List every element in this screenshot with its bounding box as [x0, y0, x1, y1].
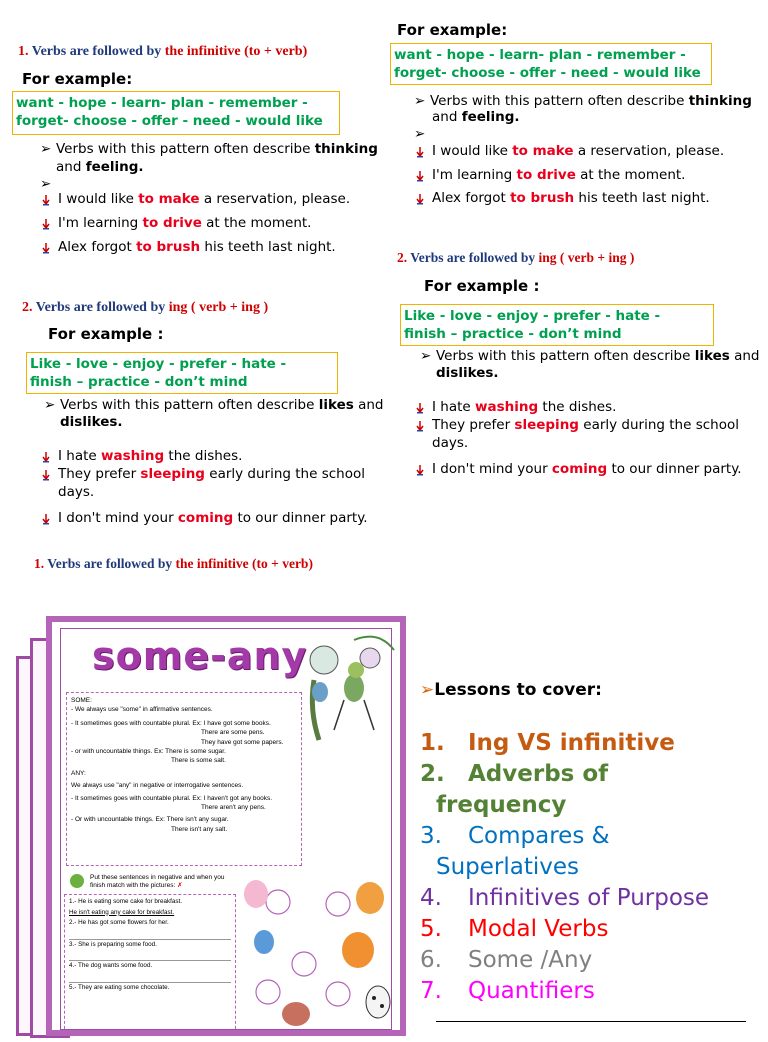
- section-heading-ing: 2. Verbs are followed by ing ( verb + ing ): [22, 300, 269, 315]
- smiley-icon: [70, 874, 84, 888]
- infinitive-verbs-box: [12, 91, 340, 135]
- arrow-bullet-icon: ➢: [420, 680, 435, 700]
- flag-bullet-icon: [414, 146, 426, 158]
- lesson-item: 5. Modal Verbs: [420, 916, 609, 942]
- example-sentence-cont: days.: [58, 484, 95, 500]
- divider: [436, 1021, 746, 1022]
- lesson-item: 6. Some /Any: [420, 947, 593, 973]
- verb-list-line: finish – practice - don’t mind: [404, 326, 622, 342]
- answer-line: [69, 929, 231, 940]
- lessons-heading: ➢Lessons to cover:: [420, 680, 602, 700]
- for-example-label: For example:: [22, 70, 133, 88]
- pattern-note: ➢ Verbs with this pattern often describe thinking: [414, 93, 752, 109]
- flag-bullet-icon: [40, 513, 52, 525]
- example-sentence-cont: days.: [432, 435, 469, 451]
- ant-cartoon-icon: [284, 630, 404, 750]
- for-example-label: For example :: [424, 277, 540, 295]
- pattern-note: ➢ Verbs with this pattern often describe thinking: [40, 141, 378, 157]
- worksheet-page-front: [46, 616, 406, 1036]
- infinitive-verbs-box: [390, 43, 712, 85]
- section-heading-ing: 2. Verbs are followed by ing ( verb + ing ): [397, 250, 635, 265]
- arrow-bullet-icon: ➢: [40, 141, 52, 157]
- flag-bullet-icon: [414, 170, 426, 182]
- example-sentence: I'm learning to drive at the moment.: [40, 214, 370, 232]
- flag-bullet-icon: [40, 242, 52, 254]
- ing-verbs-box: [26, 352, 338, 394]
- verb-list-line: Like - love - enjoy - prefer - hate -: [30, 356, 287, 372]
- example-sentence: I hate washing the dishes.: [414, 398, 754, 416]
- verb-list-line: forget- choose - offer - need - would like: [394, 65, 701, 81]
- lesson-item: 1. Ing VS infinitive: [420, 730, 675, 756]
- section-heading-infinitive: 1. Verbs are followed by the infinitive (to + verb): [18, 44, 308, 59]
- pattern-note-cont: dislikes.: [60, 414, 123, 430]
- verb-list-line: forget- choose - offer - need - would like: [16, 113, 323, 129]
- arrow-bullet-icon: ➢: [414, 93, 426, 109]
- example-sentence: I would like to make a reservation, please.: [414, 142, 754, 160]
- arrow-bullet-icon: ➢: [414, 126, 426, 142]
- verb-list-line: Like - love - enjoy - prefer - hate -: [404, 308, 661, 324]
- example-sentence: Alex forgot to brush his teeth last night.: [40, 238, 370, 256]
- matching-pictures: [238, 872, 398, 1042]
- flag-bullet-icon: [414, 420, 426, 432]
- verb-list-line: finish – practice - don’t mind: [30, 374, 248, 390]
- section-heading-infinitive-repeat: 1. Verbs are followed by the infinitive (to + verb): [34, 556, 313, 571]
- lessons-list: [420, 728, 760, 1007]
- answer-line: [69, 972, 231, 983]
- flag-bullet-icon: [40, 194, 52, 206]
- example-sentence: I would like to make a reservation, please.: [40, 190, 370, 208]
- for-example-label: For example :: [48, 325, 164, 343]
- flag-bullet-icon: [40, 469, 52, 481]
- example-sentence: They prefer sleeping early during the school: [414, 416, 754, 434]
- grammar-rules-box: SOME: - We always use "some" in affirmative sentences. - It sometimes goes with countable plural. Ex: I have got some books. There are some pens. They have got some papers. - or with uncountable things. Ex: There is some sugar. There is some salt. ANY: We always use "any" in negative or interrogative sentences. - It sometimes goes with countable plural. Ex: I haven't got any books. There aren't any pens. - Or with uncountable things. Ex: There isn't any sugar. There isn't any salt.: [66, 692, 302, 866]
- example-sentence: They prefer sleeping early during the school: [40, 465, 380, 483]
- arrow-bullet-icon: ➢: [44, 397, 56, 413]
- ing-verbs-box: [400, 304, 714, 346]
- example-sentence: I don't mind your coming to our dinner party.: [414, 460, 754, 478]
- pattern-note-cont: and feeling.: [56, 159, 144, 175]
- lesson-item: 7. Quantifiers: [420, 978, 595, 1004]
- verb-list-line: want - hope - learn- plan - remember -: [394, 47, 686, 63]
- flag-bullet-icon: [40, 218, 52, 230]
- flag-bullet-icon: [414, 464, 426, 476]
- example-sentence: Alex forgot to brush his teeth last night.: [414, 189, 754, 207]
- arrow-bullet-icon: ➢: [40, 176, 52, 192]
- flag-bullet-icon: [40, 451, 52, 463]
- lesson-item: 2. Adverbs of: [420, 761, 609, 787]
- arrow-bullet-icon: ➢: [420, 348, 432, 364]
- worksheet-title: some-any: [92, 634, 308, 678]
- some-any-worksheet: [16, 612, 406, 1024]
- exercise-instructions: Put these sentences in negative and when you finish match with the pictures: ✗: [90, 874, 225, 889]
- lesson-item: 4. Infinitives of Purpose: [420, 885, 710, 911]
- lesson-item: 3. Compares &: [420, 823, 610, 849]
- flag-bullet-icon: [414, 402, 426, 414]
- pattern-note: ➢ Verbs with this pattern often describe likes and: [44, 397, 384, 413]
- lesson-item-cont: Superlatives: [436, 854, 580, 880]
- example-sentence: I don't mind your coming to our dinner party.: [40, 509, 380, 527]
- cross-icon: ✗: [177, 882, 183, 889]
- pattern-note: ➢ Verbs with this pattern often describe likes and: [420, 348, 760, 364]
- example-sentence: I'm learning to drive at the moment.: [414, 166, 754, 184]
- for-example-label: For example:: [397, 21, 508, 39]
- pattern-note-cont: and feeling.: [432, 109, 520, 125]
- lesson-item-cont: frequency: [436, 792, 567, 818]
- pattern-note-cont: dislikes.: [436, 365, 499, 381]
- answer-line: [69, 950, 231, 961]
- verb-list-line: want - hope - learn- plan - remember -: [16, 95, 308, 111]
- exercise-box: 1.- He is eating some cake for breakfast. He isn't eating any cake for breakfast. 2.- He has got some flowers for her. 3.- She is preparing some food. 4.- The dog wants some food. 5.- They are eating some chocolate.: [64, 894, 236, 1034]
- example-sentence: I hate washing the dishes.: [40, 447, 380, 465]
- flag-bullet-icon: [414, 193, 426, 205]
